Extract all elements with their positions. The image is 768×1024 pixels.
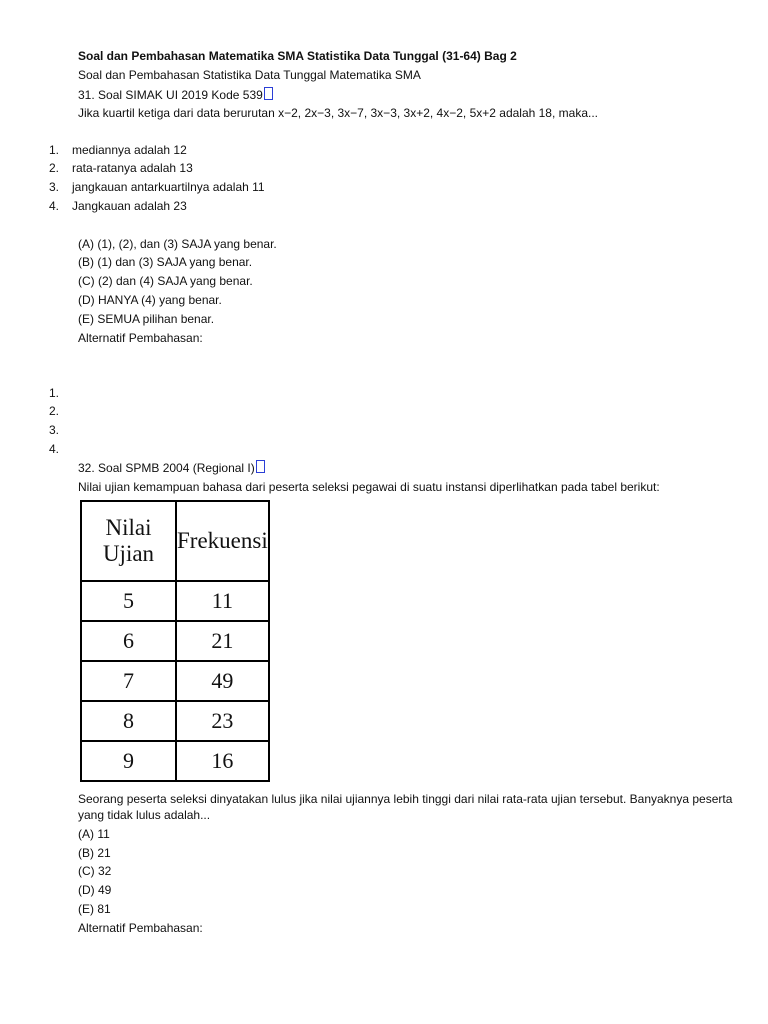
q31-question: Jika kuartil ketiga dari data berurutan x−2, 2x−3, 3x−7, 3x−3, 3x+2, 4x−2, 5x+2 adalah 18, maka... bbox=[78, 106, 598, 120]
q31-option: (A) (1), (2), dan (3) SAJA yang benar. bbox=[78, 237, 277, 251]
document-title: Soal dan Pembahasan Matematika SMA Statistika Data Tunggal (31-64) Bag 2 bbox=[78, 49, 517, 63]
link-icon[interactable] bbox=[256, 460, 265, 473]
document-subtitle: Soal dan Pembahasan Statistika Data Tunggal Matematika SMA bbox=[78, 68, 421, 82]
table-row bbox=[81, 701, 269, 741]
table-header-cell: Nilai Ujian bbox=[81, 501, 176, 581]
q31-heading-text: 31. Soal SIMAK UI 2019 Kode 539 bbox=[78, 88, 263, 102]
statement-text: Jangkauan adalah 23 bbox=[72, 199, 187, 213]
table-cell: 6 bbox=[81, 621, 176, 661]
q32-option: (B) 21 bbox=[78, 846, 111, 860]
empty-list-number: 3. bbox=[49, 423, 60, 437]
statement-number: 4. bbox=[49, 199, 60, 213]
q31-heading bbox=[78, 87, 273, 103]
table-row bbox=[81, 581, 269, 621]
q31-statement bbox=[49, 160, 193, 176]
q32-question: Nilai ujian kemampuan bahasa dari peserta seleksi pegawai di suatu instansi diperlihatkan pada tabel berikut: bbox=[78, 480, 660, 494]
q31-alt-heading: Alternatif Pembahasan: bbox=[78, 331, 203, 345]
table-header-row bbox=[81, 501, 269, 581]
q31-option: (E) SEMUA pilihan benar. bbox=[78, 312, 215, 326]
statement-text: mediannya adalah 12 bbox=[72, 143, 187, 157]
table-cell: 21 bbox=[176, 621, 269, 661]
empty-list-number: 2. bbox=[49, 404, 60, 418]
q32-heading-text: 32. Soal SPMB 2004 (Regional I) bbox=[78, 461, 255, 475]
q31-option: (B) (1) dan (3) SAJA yang benar. bbox=[78, 255, 253, 269]
table-row bbox=[81, 661, 269, 701]
statement-text: rata-ratanya adalah 13 bbox=[72, 161, 193, 175]
q32-option: (E) 81 bbox=[78, 902, 111, 916]
table-cell: 9 bbox=[81, 741, 176, 781]
empty-list-number: 1. bbox=[49, 386, 60, 400]
q31-statement bbox=[49, 179, 265, 195]
q31-statement bbox=[49, 198, 187, 214]
statement-number: 2. bbox=[49, 161, 60, 175]
table-cell: 49 bbox=[176, 661, 269, 701]
table-header-cell: Frekuensi bbox=[176, 501, 269, 581]
frequency-table bbox=[80, 500, 270, 782]
empty-list-number: 4. bbox=[49, 442, 60, 456]
q31-option: (C) (2) dan (4) SAJA yang benar. bbox=[78, 274, 253, 288]
q32-alt-heading: Alternatif Pembahasan: bbox=[78, 921, 203, 935]
q32-heading bbox=[78, 460, 265, 476]
table-cell: 5 bbox=[81, 581, 176, 621]
link-icon[interactable] bbox=[264, 87, 273, 100]
table-cell: 16 bbox=[176, 741, 269, 781]
q32-option: (A) 11 bbox=[78, 827, 110, 841]
q32-option: (C) 32 bbox=[78, 864, 112, 878]
q32-paragraph: Seorang peserta seleksi dinyatakan lulus jika nilai ujiannya lebih tinggi dari nilai rata-rata ujian tersebut. Banyaknya peserta yang tidak lulus adalah... bbox=[78, 792, 733, 822]
table-row bbox=[81, 741, 269, 781]
statement-text: jangkauan antarkuartilnya adalah 11 bbox=[72, 180, 265, 194]
table-cell: 11 bbox=[176, 581, 269, 621]
table-cell: 7 bbox=[81, 661, 176, 701]
statement-number: 1. bbox=[49, 143, 60, 157]
table-row bbox=[81, 621, 269, 661]
statement-number: 3. bbox=[49, 180, 60, 194]
q32-option: (D) 49 bbox=[78, 883, 112, 897]
q31-option: (D) HANYA (4) yang benar. bbox=[78, 293, 222, 307]
table-cell: 23 bbox=[176, 701, 269, 741]
q31-statement bbox=[49, 142, 187, 158]
table-cell: 8 bbox=[81, 701, 176, 741]
